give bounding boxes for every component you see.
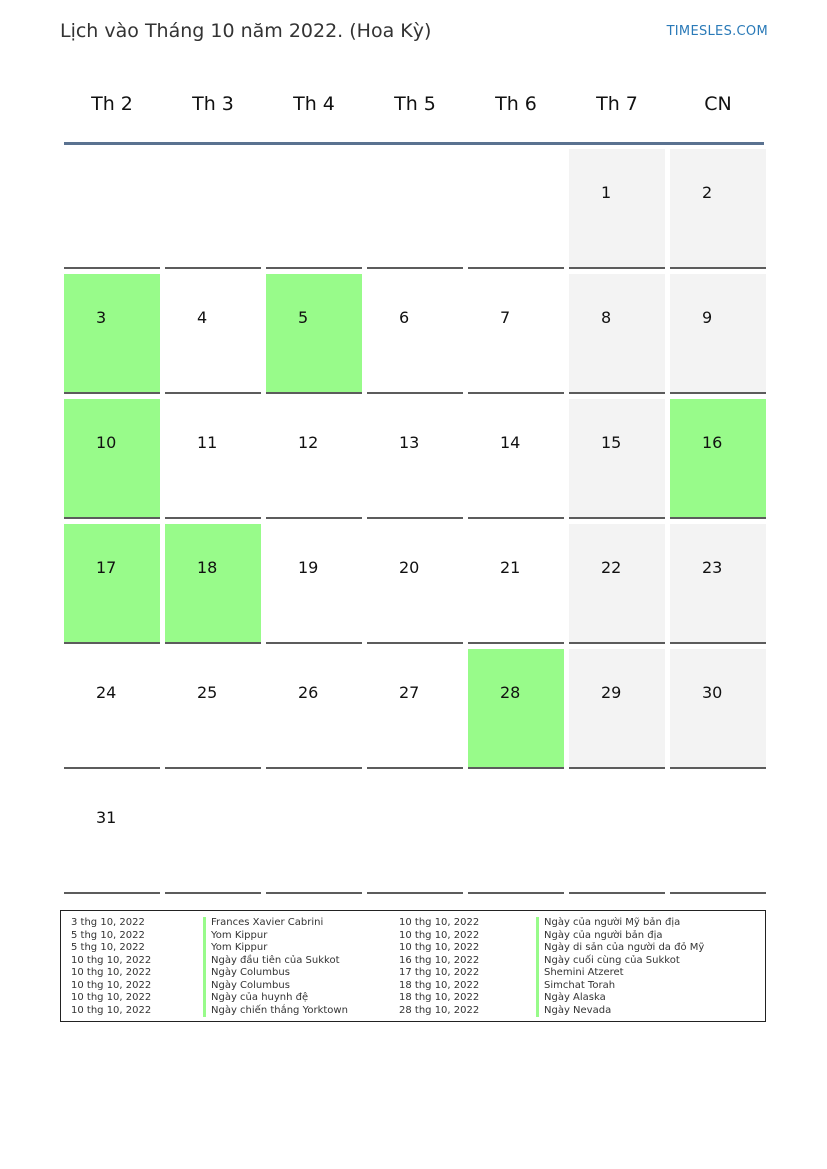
day-cell-19[interactable] bbox=[266, 524, 362, 644]
holiday-name: Yom Kippur bbox=[203, 942, 348, 955]
days-grid bbox=[64, 149, 764, 894]
day-number: 2 bbox=[702, 183, 713, 202]
holiday-date: 28 thg 10, 2022 bbox=[399, 1004, 480, 1016]
day-cell-23[interactable] bbox=[670, 524, 766, 644]
holiday-date: 18 thg 10, 2022 bbox=[399, 992, 480, 1003]
empty-day-cell bbox=[266, 149, 362, 269]
empty-day-cell bbox=[569, 774, 665, 894]
day-number: 19 bbox=[298, 558, 319, 577]
day-number: 26 bbox=[298, 683, 319, 702]
holiday-date: 10 thg 10, 2022 bbox=[399, 942, 480, 953]
day-number: 3 bbox=[96, 308, 107, 327]
empty-day-cell bbox=[468, 774, 564, 894]
day-number: 18 bbox=[197, 558, 218, 577]
day-number: 20 bbox=[399, 558, 420, 577]
day-cell-1[interactable] bbox=[569, 149, 665, 269]
holiday-date: 3 thg 10, 2022 bbox=[71, 917, 145, 928]
holiday-name: Yom Kippur bbox=[203, 930, 348, 943]
empty-day-cell bbox=[266, 774, 362, 894]
day-number: 22 bbox=[601, 558, 622, 577]
holiday-name: Ngày Alaska bbox=[536, 992, 704, 1005]
day-cell-27[interactable] bbox=[367, 649, 463, 769]
holiday-date: 10 thg 10, 2022 bbox=[71, 979, 152, 991]
day-number: 27 bbox=[399, 683, 420, 702]
page-header bbox=[60, 18, 768, 48]
header-divider bbox=[64, 142, 764, 145]
day-number: 10 bbox=[96, 433, 117, 452]
empty-day-cell bbox=[468, 149, 564, 269]
day-cell-24[interactable] bbox=[64, 649, 160, 769]
day-number: 1 bbox=[601, 183, 612, 202]
day-cell-28[interactable] bbox=[468, 649, 564, 769]
day-cell-10[interactable] bbox=[64, 399, 160, 519]
day-cell-20[interactable] bbox=[367, 524, 463, 644]
holiday-name: Ngày đầu tiên của Sukkot bbox=[203, 955, 348, 968]
day-cell-30[interactable] bbox=[670, 649, 766, 769]
day-cell-26[interactable] bbox=[266, 649, 362, 769]
day-cell-7[interactable] bbox=[468, 274, 564, 394]
holiday-name: Ngày Columbus bbox=[203, 980, 348, 993]
day-cell-12[interactable] bbox=[266, 399, 362, 519]
empty-day-cell bbox=[64, 149, 160, 269]
holiday-date: 10 thg 10, 2022 bbox=[71, 992, 152, 1003]
day-cell-3[interactable] bbox=[64, 274, 160, 394]
day-cell-8[interactable] bbox=[569, 274, 665, 394]
day-number: 14 bbox=[500, 433, 521, 452]
day-number: 17 bbox=[96, 558, 117, 577]
holiday-name: Simchat Torah bbox=[536, 980, 704, 993]
day-cell-22[interactable] bbox=[569, 524, 665, 644]
day-number: 9 bbox=[702, 308, 713, 327]
holiday-name: Shemini Atzeret bbox=[536, 967, 704, 980]
empty-day-cell bbox=[670, 774, 766, 894]
empty-day-cell bbox=[165, 149, 261, 269]
day-cell-15[interactable] bbox=[569, 399, 665, 519]
holiday-name: Ngày cuối cùng của Sukkot bbox=[536, 955, 704, 968]
holiday-name: Ngày của người Mỹ bản địa bbox=[536, 917, 704, 930]
weekday-header-row bbox=[64, 70, 764, 140]
day-cell-11[interactable] bbox=[165, 399, 261, 519]
legend-dates-left bbox=[71, 917, 151, 1017]
day-number: 5 bbox=[298, 308, 309, 327]
holiday-date: 10 thg 10, 2022 bbox=[71, 1004, 152, 1016]
holiday-date: 5 thg 10, 2022 bbox=[71, 929, 145, 941]
day-number: 21 bbox=[500, 558, 521, 577]
day-cell-21[interactable] bbox=[468, 524, 564, 644]
day-number: 13 bbox=[399, 433, 420, 452]
holiday-name: Ngày Columbus bbox=[203, 967, 348, 980]
legend-names-right bbox=[536, 917, 704, 1017]
day-cell-16[interactable] bbox=[670, 399, 766, 519]
weekday-thu: Th 5 bbox=[394, 93, 436, 115]
day-cell-14[interactable] bbox=[468, 399, 564, 519]
holiday-date: 16 thg 10, 2022 bbox=[399, 954, 480, 966]
holiday-name: Ngày di sản của người da đỏ Mỹ bbox=[536, 942, 704, 955]
day-cell-25[interactable] bbox=[165, 649, 261, 769]
holiday-date: 10 thg 10, 2022 bbox=[399, 929, 480, 941]
empty-day-cell bbox=[367, 149, 463, 269]
day-number: 4 bbox=[197, 308, 208, 327]
day-number: 15 bbox=[601, 433, 622, 452]
day-number: 8 bbox=[601, 308, 612, 327]
day-number: 28 bbox=[500, 683, 521, 702]
weekday-wed: Th 4 bbox=[293, 93, 335, 115]
day-number: 29 bbox=[601, 683, 622, 702]
weekday-fri: Th 6 bbox=[495, 93, 537, 115]
day-number: 25 bbox=[197, 683, 218, 702]
holiday-legend bbox=[60, 910, 766, 1022]
weekday-tue: Th 3 bbox=[192, 93, 234, 115]
holiday-date: 18 thg 10, 2022 bbox=[399, 979, 480, 991]
weekday-mon: Th 2 bbox=[91, 93, 133, 115]
weekday-sun: CN bbox=[704, 93, 732, 115]
holiday-name: Ngày của huynh đệ bbox=[203, 992, 348, 1005]
holiday-name: Ngày chiến thắng Yorktown bbox=[203, 1005, 348, 1018]
empty-day-cell bbox=[165, 774, 261, 894]
holiday-date: 17 thg 10, 2022 bbox=[399, 967, 480, 978]
holiday-date: 5 thg 10, 2022 bbox=[71, 942, 145, 953]
day-number: 12 bbox=[298, 433, 319, 452]
day-cell-4[interactable] bbox=[165, 274, 261, 394]
holiday-date: 10 thg 10, 2022 bbox=[71, 967, 152, 978]
holiday-date: 10 thg 10, 2022 bbox=[399, 917, 480, 928]
day-cell-9[interactable] bbox=[670, 274, 766, 394]
day-number: 23 bbox=[702, 558, 723, 577]
day-cell-18[interactable] bbox=[165, 524, 261, 644]
day-number: 16 bbox=[702, 433, 723, 452]
day-number: 30 bbox=[702, 683, 723, 702]
holiday-name: Ngày Nevada bbox=[536, 1005, 704, 1018]
day-cell-17[interactable] bbox=[64, 524, 160, 644]
page-title: Lịch vào Tháng 10 năm 2022. (Hoa Kỳ) bbox=[60, 20, 432, 42]
day-cell-29[interactable] bbox=[569, 649, 665, 769]
holiday-name: Ngày của người bản địa bbox=[536, 930, 704, 943]
weekday-sat: Th 7 bbox=[596, 93, 638, 115]
day-cell-5[interactable] bbox=[266, 274, 362, 394]
calendar-grid bbox=[64, 70, 764, 894]
day-cell-6[interactable] bbox=[367, 274, 463, 394]
day-number: 6 bbox=[399, 308, 410, 327]
day-cell-13[interactable] bbox=[367, 399, 463, 519]
empty-day-cell bbox=[367, 774, 463, 894]
holiday-name: Frances Xavier Cabrini bbox=[203, 917, 348, 930]
day-number: 31 bbox=[96, 808, 117, 827]
day-number: 11 bbox=[197, 433, 218, 452]
legend-dates-right bbox=[399, 917, 479, 1017]
day-number: 24 bbox=[96, 683, 117, 702]
day-number: 7 bbox=[500, 308, 511, 327]
brand-link[interactable]: TIMESLES.COM bbox=[666, 24, 768, 39]
day-cell-2[interactable] bbox=[670, 149, 766, 269]
legend-names-left bbox=[203, 917, 348, 1017]
holiday-date: 10 thg 10, 2022 bbox=[71, 954, 152, 966]
day-cell-31[interactable] bbox=[64, 774, 160, 894]
